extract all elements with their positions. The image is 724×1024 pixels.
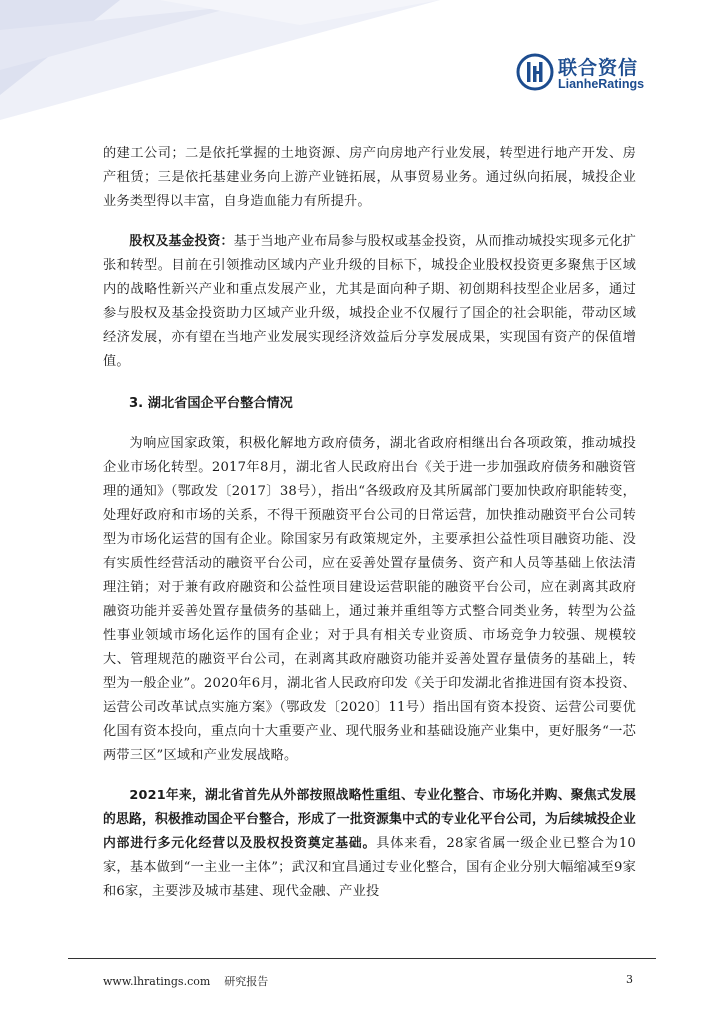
equity-investment-lead: 股权及基金投资： [129,234,234,249]
equity-investment-text: 基于当地产业布局参与股权或基金投资，从而推动城投实现多元化扩张和转型。目前在引领推动区域内产业升级的目标下，城投企业股权投资更多聚焦于区域内的战略性新兴产业和重点发展产业，尤其是面向种子期、初创期科技型企业居多，通过参与股权及基金投资助力区域产业升级，城投企业不仅履行了国企的社会职能，带动区域经济发展，亦有望在当地产业发展实现经济效益后分享发展成果，实现国有资产的保值增值。 [103,234,636,369]
logo-name-cn: 联合资信 [558,57,639,79]
section-heading: 3. 湖北省国企平台整合情况 [129,396,293,411]
footer-website[interactable]: www.lhratings.com [103,975,211,988]
page-body [103,142,636,904]
paragraph-equity-investment [103,230,636,374]
integration-lead: 2021年来，湖北省首先从外部按照战略性重组、专业化整合、市场化并购、聚焦式发展的思路，积极推动国企平台整合，形成了一批资源集中式的专业化平台公司，为后续城投企业内部进行多元化经营以及股权投资奠定基础。 [103,788,636,851]
integration-text: 具体来看，28家省属一级企业已整合为10家，基本做到“一主业一主体”；武汉和宜昌通过专业化整合，国有企业分别大幅缩减至9家和6家，主要涉及城市基建、现代金融、产业投 [103,836,637,899]
lianhe-logo-icon [516,53,554,91]
header-decoration [0,0,440,120]
footer-label: 研究报告 [224,975,269,988]
paragraph-hubei-integration [103,784,636,904]
page-number: 3 [626,973,633,986]
lianhe-logo [516,53,646,97]
footer [103,973,282,989]
paragraph-construction: 的建工公司；二是依托掌握的土地资源、房产向房地产行业发展，转型进行地产开发、房产租赁；三是依托基建业务向上游产业链拓展，从事贸易业务。通过纵向拓展，城投企业业务类型得以丰富，自身造血能力有所提升。 [103,146,636,209]
footer-divider [68,958,656,959]
logo-name-en: LianheRatings [558,77,645,91]
paragraph-hubei-policy: 为响应国家政策，积极化解地方政府债务，湖北省政府相继出台各项政策，推动城投企业市场化转型。2017年8月，湖北省人民政府出台《关于进一步加强政府债务和融资管理的通知》（鄂政发〔2017〕38号），指出“各级政府及其所属部门要加快政府职能转变，处理好政府和市场的关系，不得干预融资平台公司的日常运营，加快推动融资平台公司转型为市场化运营的国有企业。除国家另有政策规定外，主要承担公益性项目融资功能、没有实质性经营活动的融资平台公司，应在妥善处置存量债务、资产和人员等基础上依法清理注销；对于兼有政府融资和公益性项目建设运营职能的融资平台公司，应在剥离其政府融资功能并妥善处置存量债务的基础上，通过兼并重组等方式整合同类业务，转型为公益性事业领域市场化运作的国有企业；对于具有相关专业资质、市场竞争力较强、规模较大、管理规范的融资平台公司，在剥离其政府融资功能并妥善处置存量债务的基础上，转型为一般企业”。2020年6月，湖北省人民政府印发《关于印发湖北省推进国有资本投资、运营公司改革试点实施方案》（鄂政发〔2020〕11号）指出国有资本投资、运营公司要优化国有资本投向，重点向十大重要产业、现代服务业和基础设施产业集中，更好服务“一芯两带三区”区域和产业发展战略。 [103,436,636,763]
